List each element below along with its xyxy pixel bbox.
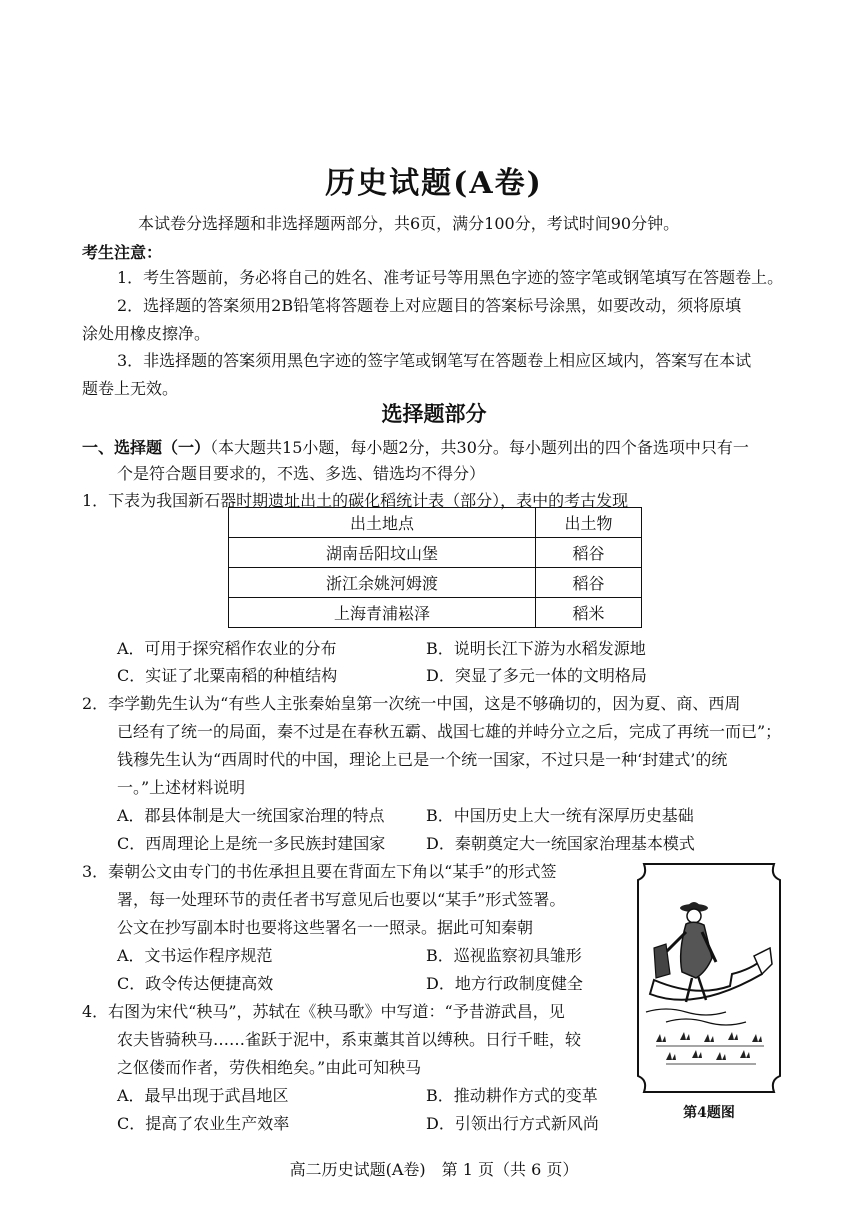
notice-item-2-line2: 涂处用橡皮擦净。 bbox=[82, 324, 211, 343]
notice-item-2-line1: 2．选择题的答案须用2B铅笔将答题卷上对应题目的答案标号涂黑，如要改动，须将原填 bbox=[117, 296, 742, 315]
q3-line1: 3．秦朝公文由专门的书佐承担且要在背面左下角以“某手”的形式签 bbox=[82, 862, 557, 881]
q3-line2: 署，每一处理环节的责任者书写意见后也要以“某手”形式签署。 bbox=[117, 890, 566, 909]
notice-item-3-line2: 题卷上无效。 bbox=[82, 379, 179, 398]
q3-option-b: B．巡视监察初具雏形 bbox=[426, 946, 582, 965]
q1-table bbox=[228, 507, 642, 628]
figure-caption: 第4题图 bbox=[683, 1105, 735, 1121]
q4-option-a: A．最早出现于武昌地区 bbox=[117, 1086, 289, 1105]
table-header-row bbox=[229, 508, 642, 538]
page-footer: 高二历史试题(A卷) 第 1 页（共 6 页） bbox=[289, 1160, 579, 1179]
q2-line4: 一。”上述材料说明 bbox=[117, 778, 246, 797]
yangma-illustration bbox=[636, 862, 782, 1094]
q4-option-b: B．推动耕作方式的变革 bbox=[426, 1086, 598, 1105]
q2-option-d: D．秦朝奠定大一统国家治理基本模式 bbox=[426, 834, 695, 853]
table-cell: 稻米 bbox=[536, 598, 642, 628]
part1-instructions-text: （本大题共15小题，每小题2分，共30分。每小题列出的四个备选项中只有一 bbox=[210, 438, 749, 457]
q4-option-d: D．引领出行方式新风尚 bbox=[426, 1114, 599, 1133]
q3-line3: 公文在抄写副本时也要将这些署名一一照录。据此可知秦朝 bbox=[117, 918, 534, 937]
q2-line3: 钱穆先生认为“西周时代的中国，理论上已是一个统一国家，不过只是一种‘封建式’的统 bbox=[117, 750, 728, 769]
table-cell: 上海青浦崧泽 bbox=[229, 598, 536, 628]
q2-option-a: A．郡县体制是大一统国家治理的特点 bbox=[117, 806, 385, 825]
notice-item-1: 1．考生答题前，务必将自己的姓名、准考证号等用黑色字迹的签字笔或钢笔填写在答题卷上。 bbox=[117, 268, 784, 287]
notice-item-3-line1: 3．非选择题的答案须用黑色字迹的签字笔或钢笔写在答题卷上相应区域内，答案写在本试 bbox=[117, 351, 752, 370]
q4-option-c: C．提高了农业生产效率 bbox=[117, 1114, 290, 1133]
q2-option-b: B．中国历史上大一统有深厚历史基础 bbox=[426, 806, 694, 825]
table-row bbox=[229, 568, 642, 598]
q3-option-d: D．地方行政制度健全 bbox=[426, 974, 583, 993]
q1-option-c: C．实证了北粟南稻的种植结构 bbox=[117, 666, 338, 685]
q3-option-a: A．文书运作程序规范 bbox=[117, 946, 273, 965]
table-row bbox=[229, 598, 642, 628]
exam-title: 历史试题(A卷) bbox=[325, 166, 543, 201]
table-cell: 稻谷 bbox=[536, 538, 642, 568]
table-header-cell: 出土地点 bbox=[229, 508, 536, 538]
q2-option-c: C．西周理论上是统一多民族封建国家 bbox=[117, 834, 386, 853]
part1-label: 一、选择题（一） bbox=[82, 438, 211, 457]
q2-line1: 2．李学勤先生认为“有些人主张秦始皇第一次统一中国，这是不够确切的，因为夏、商、西周 bbox=[82, 694, 741, 713]
table-cell: 稻谷 bbox=[536, 568, 642, 598]
q4-line2: 农夫皆骑秧马……雀跃于泥中，系束藁其首以缚秧。日行千畦，较 bbox=[117, 1030, 582, 1049]
q3-option-c: C．政令传达便捷高效 bbox=[117, 974, 274, 993]
part1-instructions-line2: 个是符合题目要求的，不选、多选、错选均不得分） bbox=[117, 464, 486, 483]
notice-heading: 考生注意： bbox=[82, 243, 163, 262]
q4-line1: 4．右图为宋代“秧马”，苏轼在《秧马歌》中写道：“予昔游武昌，见 bbox=[82, 1002, 565, 1021]
q1-option-a: A．可用于探究稻作农业的分布 bbox=[117, 639, 337, 658]
q4-line3: 之伛偻而作者，劳佚相绝矣。”由此可知秧马 bbox=[117, 1058, 422, 1077]
part1-instructions-line1 bbox=[82, 435, 749, 458]
exam-intro: 本试卷分选择题和非选择题两部分，共6页，满分100分，考试时间90分钟。 bbox=[138, 214, 680, 233]
table-cell: 湖南岳阳坟山堡 bbox=[229, 538, 536, 568]
q1-option-b: B．说明长江下游为水稻发源地 bbox=[426, 639, 646, 658]
table-header-cell: 出土物 bbox=[536, 508, 642, 538]
q2-line2: 已经有了统一的局面，秦不过是在春秋五霸、战国七雄的并峙分立之后，完成了再统一而已”； bbox=[117, 722, 782, 741]
table-row bbox=[229, 538, 642, 568]
q1-stem: 1．下表为我国新石器时期遗址出土的碳化稻统计表（部分），表中的考古发现 bbox=[82, 491, 629, 510]
q1-option-d: D．突显了多元一体的文明格局 bbox=[426, 666, 647, 685]
section-title: 选择题部分 bbox=[381, 401, 487, 426]
table-cell: 浙江余姚河姆渡 bbox=[229, 568, 536, 598]
